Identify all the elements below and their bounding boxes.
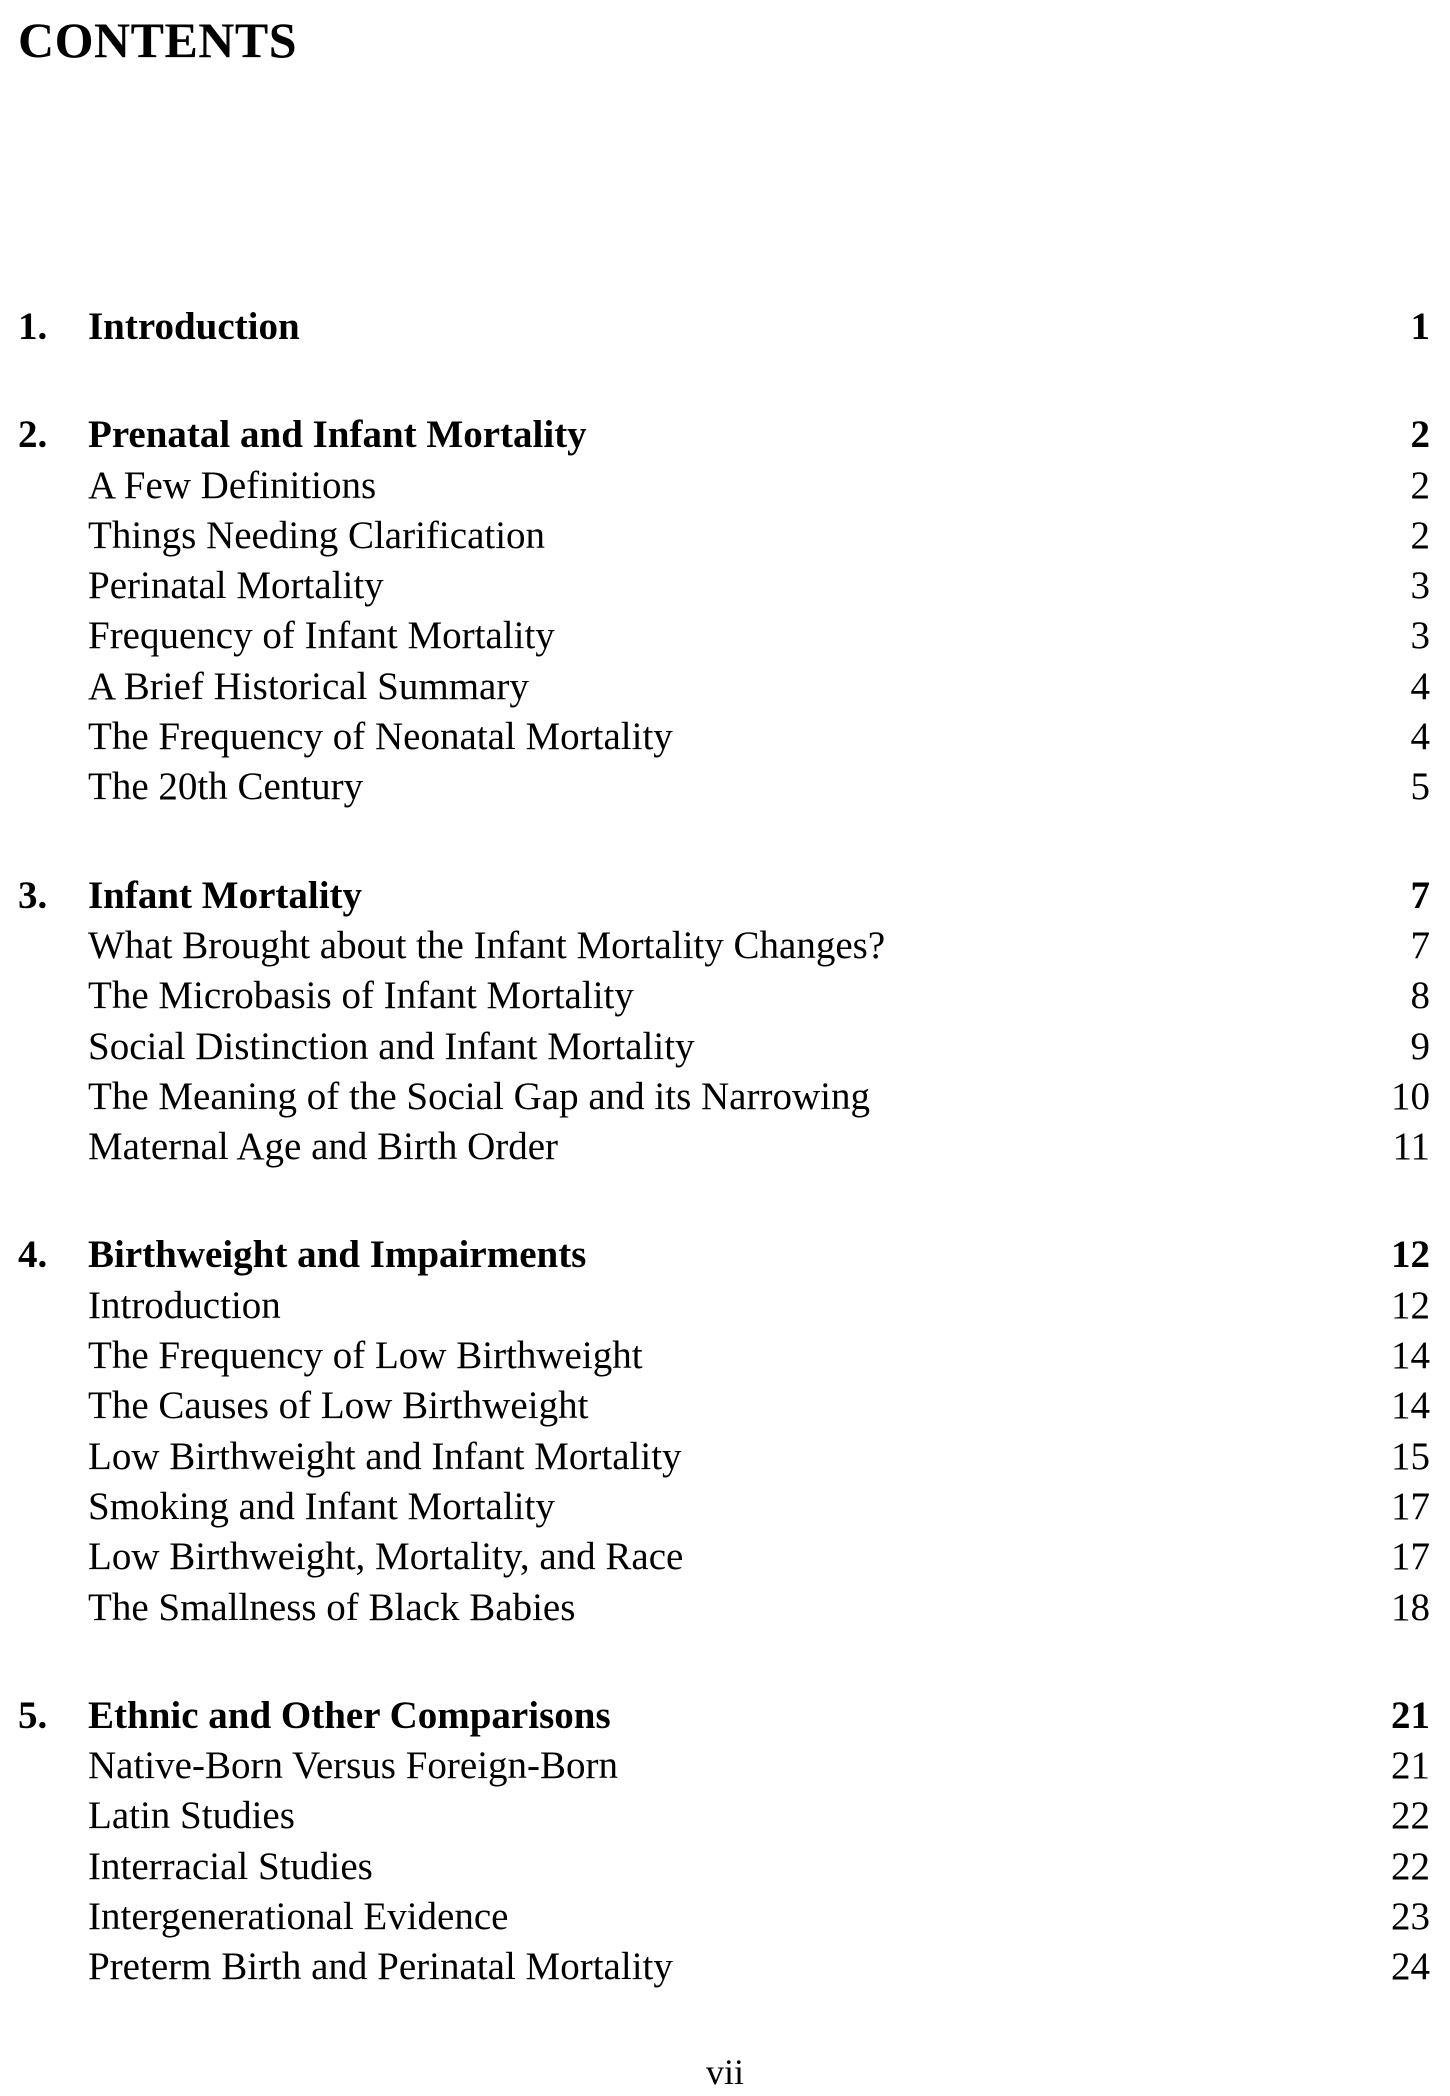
section-title: The Frequency of Neonatal Mortality (88, 715, 673, 759)
toc-chapter (18, 871, 1430, 1173)
section-title: Native-Born Versus Foreign-Born (88, 1744, 619, 1788)
section-title: Latin Studies (88, 1794, 295, 1838)
toc-section-entry[interactable] (18, 561, 1430, 611)
toc-section-entry[interactable] (18, 1583, 1430, 1633)
section-title: Interracial Studies (88, 1844, 373, 1888)
toc-section-entry[interactable] (18, 921, 1430, 971)
section-title: What Brought about the Infant Mortality Changes? (88, 923, 886, 967)
toc-section-entry[interactable] (18, 1791, 1430, 1841)
section-title: The Frequency of Low Birthweight (88, 1334, 643, 1378)
section-page-number: 3 (1410, 614, 1430, 658)
chapter-page-number: 1 (1410, 305, 1430, 348)
toc-section-entry[interactable] (18, 1741, 1430, 1791)
chapter-title: Ethnic and Other Comparisons (88, 1693, 611, 1737)
chapter-page-number: 2 (1410, 413, 1430, 457)
toc-section-entry[interactable] (18, 1532, 1430, 1582)
toc-chapter (18, 410, 1430, 812)
section-title: Smoking and Infant Mortality (88, 1484, 555, 1528)
toc-section-entry[interactable] (18, 611, 1430, 661)
section-title: Preterm Birth and Perinatal Mortality (88, 1945, 673, 1989)
toc-section-entry[interactable] (18, 1381, 1430, 1431)
section-page-number: 14 (1391, 1334, 1430, 1378)
toc-section-entry[interactable] (18, 662, 1430, 712)
chapter-number: 3. (18, 873, 48, 917)
toc-section-entry[interactable] (18, 1942, 1430, 1992)
section-title: Intergenerational Evidence (88, 1895, 509, 1939)
section-title: The Smallness of Black Babies (88, 1585, 576, 1629)
section-page-number: 4 (1410, 664, 1430, 708)
section-page-number: 5 (1410, 765, 1430, 809)
section-title: Things Needing Clarification (88, 513, 546, 557)
toc-section-entry[interactable] (18, 511, 1430, 561)
section-page-number: 11 (1392, 1125, 1430, 1169)
chapter-page-number: 7 (1410, 873, 1430, 917)
page-number: vii (705, 2052, 744, 2092)
chapter-page-number: 21 (1391, 1693, 1430, 1737)
section-page-number: 22 (1391, 1794, 1430, 1838)
toc-section-entry[interactable] (18, 1281, 1430, 1331)
chapter-number: 4. (18, 1233, 48, 1277)
toc-section-entry[interactable] (18, 762, 1430, 812)
toc-section-entry[interactable] (18, 1072, 1430, 1122)
section-page-number: 15 (1391, 1434, 1430, 1478)
toc-chapter-entry[interactable] (18, 1691, 1430, 1741)
section-page-number: 18 (1391, 1585, 1430, 1629)
toc-chapter-entry[interactable] (18, 410, 1430, 460)
toc-section-entry[interactable] (18, 1892, 1430, 1942)
section-title: Frequency of Infant Mortality (88, 614, 555, 658)
section-page-number: 21 (1391, 1744, 1430, 1788)
toc-section-entry[interactable] (18, 1842, 1430, 1892)
section-page-number: 8 (1410, 974, 1430, 1018)
chapter-page-number: 12 (1391, 1233, 1430, 1277)
section-title: The Meaning of the Social Gap and its Narrowing (88, 1074, 870, 1118)
toc-section-entry[interactable] (18, 1432, 1430, 1482)
section-page-number: 9 (1410, 1024, 1430, 1068)
chapter-title: Introduction (88, 305, 300, 348)
section-page-number: 2 (1410, 513, 1430, 557)
section-title: Introduction (88, 1283, 281, 1327)
page-title: CONTENTS (18, 12, 298, 68)
section-page-number: 17 (1391, 1484, 1430, 1528)
chapter-number: 2. (18, 413, 48, 457)
toc-section-entry[interactable] (18, 971, 1430, 1021)
chapter-title: Prenatal and Infant Mortality (88, 413, 587, 457)
section-page-number: 12 (1391, 1283, 1430, 1327)
section-title: Low Birthweight and Infant Mortality (88, 1434, 682, 1478)
section-page-number: 23 (1391, 1895, 1430, 1939)
toc-section-entry[interactable] (18, 1122, 1430, 1172)
toc-chapter-entry[interactable] (18, 1230, 1430, 1280)
section-page-number: 10 (1391, 1074, 1430, 1118)
section-title: The Microbasis of Infant Mortality (88, 974, 634, 1018)
section-title: A Brief Historical Summary (88, 664, 529, 708)
section-title: Maternal Age and Birth Order (88, 1125, 559, 1169)
section-title: Perinatal Mortality (88, 564, 384, 608)
toc-section-entry[interactable] (18, 461, 1430, 511)
section-title: The Causes of Low Birthweight (88, 1384, 589, 1428)
section-page-number: 22 (1391, 1844, 1430, 1888)
section-page-number: 24 (1391, 1945, 1430, 1989)
chapter-number: 1. (18, 305, 48, 348)
section-page-number: 7 (1410, 923, 1430, 967)
toc-chapter (18, 1230, 1430, 1632)
toc-chapter (18, 302, 1430, 352)
section-title: A Few Definitions (88, 463, 377, 507)
section-page-number: 4 (1410, 715, 1430, 759)
section-page-number: 3 (1410, 564, 1430, 608)
section-title: The 20th Century (88, 765, 364, 809)
toc-section-entry[interactable] (18, 1022, 1430, 1072)
toc-section-entry[interactable] (18, 1482, 1430, 1532)
section-page-number: 17 (1391, 1535, 1430, 1579)
section-title: Social Distinction and Infant Mortality (88, 1024, 695, 1068)
toc-section-entry[interactable] (18, 1331, 1430, 1381)
toc-section-entry[interactable] (18, 712, 1430, 762)
table-of-contents (18, 302, 1430, 2051)
section-page-number: 14 (1391, 1384, 1430, 1428)
section-title: Low Birthweight, Mortality, and Race (88, 1535, 684, 1579)
toc-chapter-entry[interactable] (18, 302, 1430, 352)
toc-chapter (18, 1691, 1430, 1993)
chapter-title: Birthweight and Impairments (88, 1233, 587, 1277)
toc-chapter-entry[interactable] (18, 871, 1430, 921)
chapter-number: 5. (18, 1693, 48, 1737)
chapter-title: Infant Mortality (88, 873, 363, 917)
section-page-number: 2 (1410, 463, 1430, 507)
